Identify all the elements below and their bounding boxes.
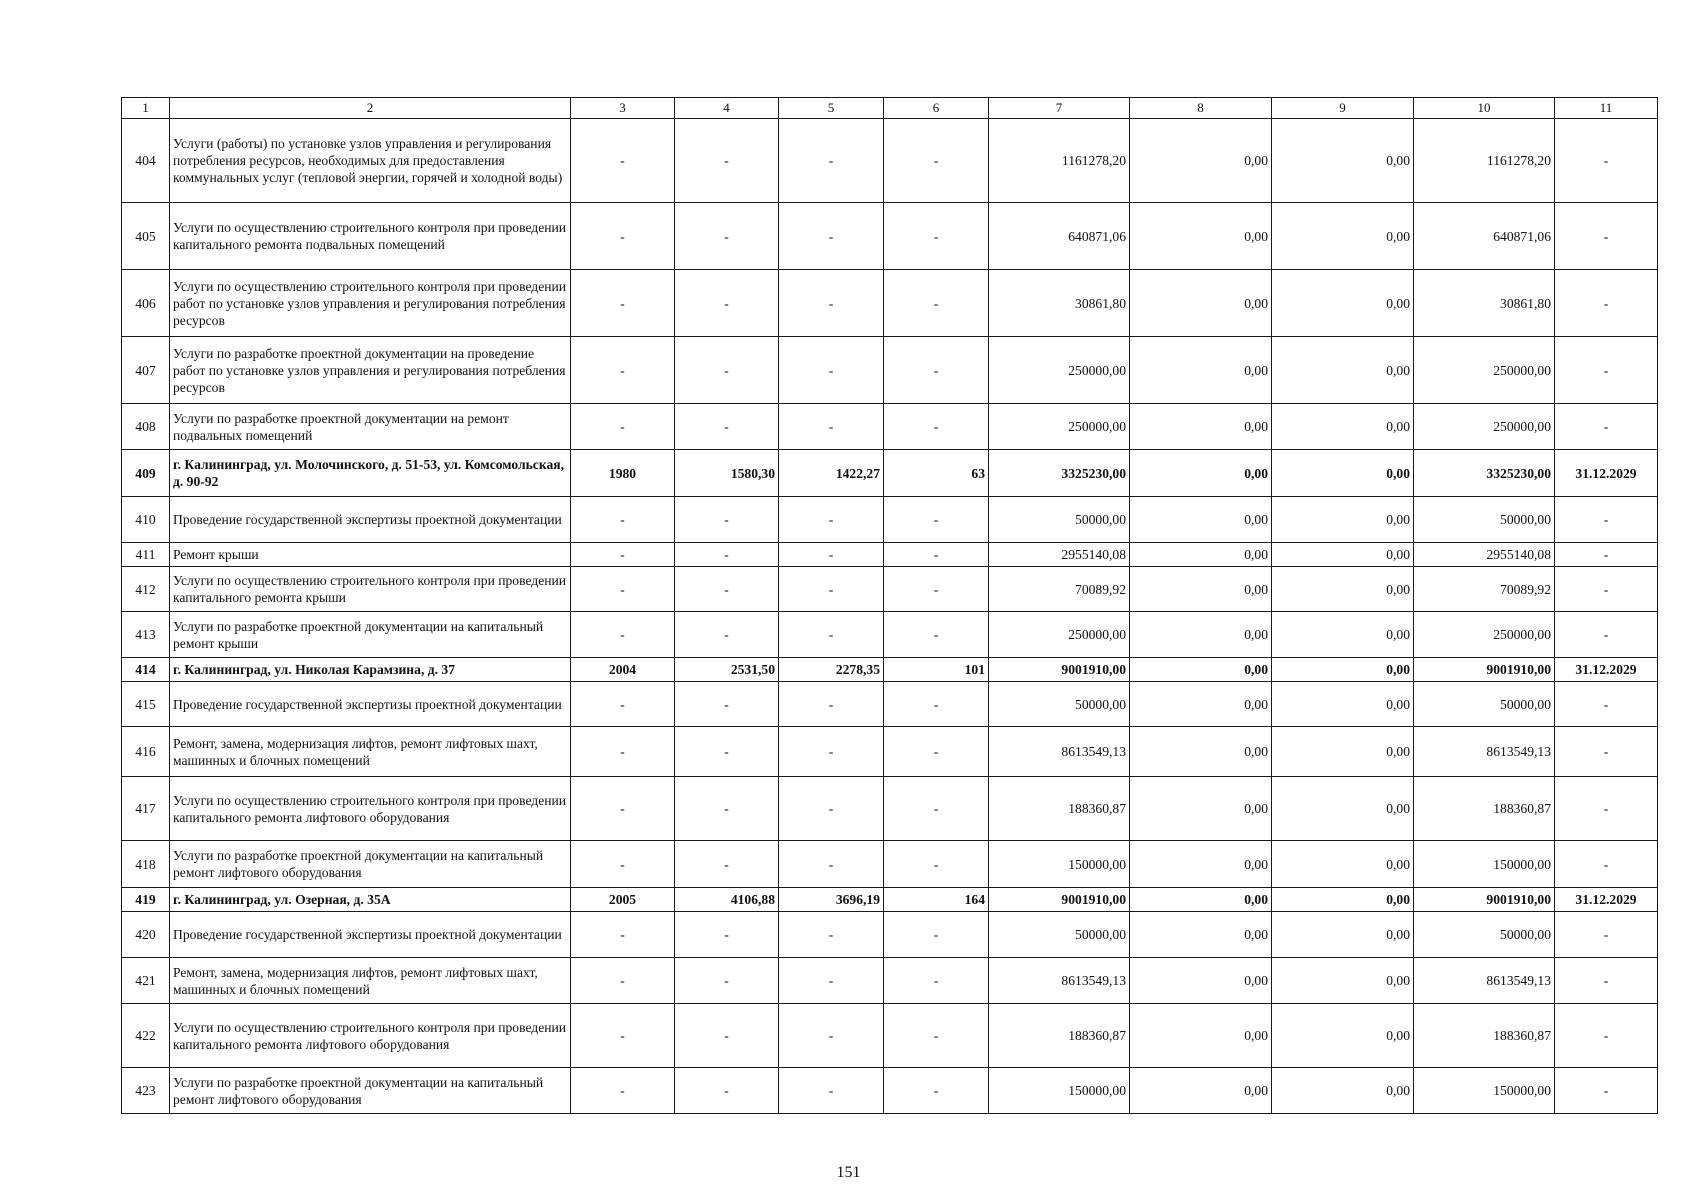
cell-col-6: - bbox=[884, 727, 989, 777]
address-row bbox=[122, 888, 1658, 912]
cell-col-4: - bbox=[675, 958, 779, 1004]
cell-col-5: - bbox=[779, 404, 884, 450]
cell-col-7: 250000,00 bbox=[989, 404, 1130, 450]
row-number: 417 bbox=[122, 777, 170, 841]
cell-col-4: - bbox=[675, 1004, 779, 1068]
work-description: г. Калининград, ул. Николая Карамзина, д. 37 bbox=[170, 658, 571, 682]
cell-col-3: - bbox=[571, 727, 675, 777]
cell-col-6: - bbox=[884, 841, 989, 888]
row-number: 409 bbox=[122, 450, 170, 497]
row-number: 416 bbox=[122, 727, 170, 777]
cell-col-4: - bbox=[675, 777, 779, 841]
work-description: Ремонт крыши bbox=[170, 543, 571, 567]
cell-col-11: - bbox=[1555, 612, 1658, 658]
cell-col-6: - bbox=[884, 497, 989, 543]
cell-col-8: 0,00 bbox=[1130, 543, 1272, 567]
cell-col-7: 8613549,13 bbox=[989, 958, 1130, 1004]
cell-col-6: - bbox=[884, 270, 989, 337]
column-number: 1 bbox=[122, 98, 170, 119]
cell-col-8: 0,00 bbox=[1130, 912, 1272, 958]
cell-col-11: - bbox=[1555, 203, 1658, 270]
cell-col-11: - bbox=[1555, 543, 1658, 567]
cell-col-3: - bbox=[571, 203, 675, 270]
cell-col-5: - bbox=[779, 841, 884, 888]
work-row bbox=[122, 497, 1658, 543]
cell-col-3: - bbox=[571, 497, 675, 543]
work-row bbox=[122, 682, 1658, 727]
work-description: Услуги по разработке проектной документации на ремонт подвальных помещений bbox=[170, 404, 571, 450]
cell-col-6: - bbox=[884, 337, 989, 404]
cell-col-9: 0,00 bbox=[1272, 841, 1414, 888]
cell-col-6: - bbox=[884, 203, 989, 270]
cell-col-10: 250000,00 bbox=[1414, 612, 1555, 658]
cell-col-9: 0,00 bbox=[1272, 543, 1414, 567]
cell-col-9: 0,00 bbox=[1272, 404, 1414, 450]
cell-col-8: 0,00 bbox=[1130, 270, 1272, 337]
cell-col-10: 9001910,00 bbox=[1414, 658, 1555, 682]
cell-col-7: 150000,00 bbox=[989, 1068, 1130, 1114]
row-number: 413 bbox=[122, 612, 170, 658]
cell-col-10: 50000,00 bbox=[1414, 497, 1555, 543]
column-number-row bbox=[122, 98, 1658, 119]
cell-col-8: 0,00 bbox=[1130, 497, 1272, 543]
cell-col-8: 0,00 bbox=[1130, 567, 1272, 612]
cell-col-6: 63 bbox=[884, 450, 989, 497]
row-number: 421 bbox=[122, 958, 170, 1004]
cell-col-3: - bbox=[571, 1068, 675, 1114]
address-row bbox=[122, 658, 1658, 682]
work-description: Услуги по осуществлению строительного контроля при проведении капитального ремонта лифтового оборудования bbox=[170, 1004, 571, 1068]
row-number: 412 bbox=[122, 567, 170, 612]
cell-col-7: 9001910,00 bbox=[989, 658, 1130, 682]
column-number: 9 bbox=[1272, 98, 1414, 119]
cell-col-9: 0,00 bbox=[1272, 727, 1414, 777]
cell-col-4: - bbox=[675, 203, 779, 270]
cell-col-6: - bbox=[884, 543, 989, 567]
cell-col-10: 250000,00 bbox=[1414, 404, 1555, 450]
cell-col-7: 50000,00 bbox=[989, 912, 1130, 958]
cell-col-7: 640871,06 bbox=[989, 203, 1130, 270]
work-description: Проведение государственной экспертизы проектной документации bbox=[170, 912, 571, 958]
cell-col-7: 188360,87 bbox=[989, 1004, 1130, 1068]
column-number: 2 bbox=[170, 98, 571, 119]
cell-col-9: 0,00 bbox=[1272, 888, 1414, 912]
work-description: Услуги (работы) по установке узлов управления и регулирования потребления ресурсов, необходимых для предоставления коммунальных услуг (тепловой энергии, горячей и холодной воды) bbox=[170, 119, 571, 203]
cell-col-10: 150000,00 bbox=[1414, 841, 1555, 888]
cell-col-5: - bbox=[779, 912, 884, 958]
cell-col-11: - bbox=[1555, 337, 1658, 404]
work-description: Услуги по осуществлению строительного контроля при проведении капитального ремонта подвальных помещений bbox=[170, 203, 571, 270]
cell-col-11: - bbox=[1555, 497, 1658, 543]
cell-col-6: - bbox=[884, 567, 989, 612]
cell-col-8: 0,00 bbox=[1130, 337, 1272, 404]
cell-col-10: 640871,06 bbox=[1414, 203, 1555, 270]
cell-col-3: - bbox=[571, 567, 675, 612]
cell-col-5: - bbox=[779, 567, 884, 612]
work-description: Услуги по осуществлению строительного контроля при проведении капитального ремонта крыши bbox=[170, 567, 571, 612]
cell-col-5: - bbox=[779, 1004, 884, 1068]
cell-col-5: 3696,19 bbox=[779, 888, 884, 912]
cell-col-10: 188360,87 bbox=[1414, 777, 1555, 841]
column-number: 11 bbox=[1555, 98, 1658, 119]
cell-col-3: - bbox=[571, 119, 675, 203]
cell-col-4: - bbox=[675, 682, 779, 727]
cell-col-9: 0,00 bbox=[1272, 1068, 1414, 1114]
work-description: Услуги по разработке проектной документации на капитальный ремонт лифтового оборудования bbox=[170, 1068, 571, 1114]
cell-col-6: - bbox=[884, 612, 989, 658]
cell-col-5: - bbox=[779, 612, 884, 658]
cell-col-7: 1161278,20 bbox=[989, 119, 1130, 203]
cell-col-5: - bbox=[779, 777, 884, 841]
row-number: 415 bbox=[122, 682, 170, 727]
column-number: 4 bbox=[675, 98, 779, 119]
cell-col-4: - bbox=[675, 841, 779, 888]
cell-col-9: 0,00 bbox=[1272, 567, 1414, 612]
cell-col-3: - bbox=[571, 612, 675, 658]
cell-col-5: 1422,27 bbox=[779, 450, 884, 497]
cell-col-5: - bbox=[779, 203, 884, 270]
cell-col-11: - bbox=[1555, 682, 1658, 727]
cell-col-4: - bbox=[675, 1068, 779, 1114]
cell-col-8: 0,00 bbox=[1130, 727, 1272, 777]
cell-col-4: - bbox=[675, 612, 779, 658]
work-row bbox=[122, 543, 1658, 567]
work-row bbox=[122, 1068, 1658, 1114]
cell-col-3: - bbox=[571, 912, 675, 958]
cell-col-11: - bbox=[1555, 404, 1658, 450]
cell-col-3: - bbox=[571, 337, 675, 404]
cell-col-10: 1161278,20 bbox=[1414, 119, 1555, 203]
cell-col-4: - bbox=[675, 337, 779, 404]
cell-col-9: 0,00 bbox=[1272, 497, 1414, 543]
cell-col-6: - bbox=[884, 912, 989, 958]
cell-col-9: 0,00 bbox=[1272, 119, 1414, 203]
cell-col-8: 0,00 bbox=[1130, 404, 1272, 450]
cell-col-3: - bbox=[571, 682, 675, 727]
cell-col-5: - bbox=[779, 727, 884, 777]
cell-col-4: - bbox=[675, 912, 779, 958]
cell-col-8: 0,00 bbox=[1130, 841, 1272, 888]
cell-col-4: - bbox=[675, 119, 779, 203]
cell-col-7: 9001910,00 bbox=[989, 888, 1130, 912]
cell-col-4: - bbox=[675, 404, 779, 450]
work-row bbox=[122, 119, 1658, 203]
cell-col-5: - bbox=[779, 119, 884, 203]
row-number: 420 bbox=[122, 912, 170, 958]
cell-col-3: - bbox=[571, 841, 675, 888]
cell-col-3: 1980 bbox=[571, 450, 675, 497]
cell-col-9: 0,00 bbox=[1272, 450, 1414, 497]
cell-col-11: - bbox=[1555, 567, 1658, 612]
row-number: 406 bbox=[122, 270, 170, 337]
work-row bbox=[122, 912, 1658, 958]
work-description: Ремонт, замена, модернизация лифтов, ремонт лифтовых шахт, машинных и блочных помещений bbox=[170, 727, 571, 777]
cell-col-5: 2278,35 bbox=[779, 658, 884, 682]
row-number: 419 bbox=[122, 888, 170, 912]
cell-col-11: - bbox=[1555, 958, 1658, 1004]
work-row bbox=[122, 337, 1658, 404]
cell-col-4: - bbox=[675, 567, 779, 612]
cell-col-8: 0,00 bbox=[1130, 203, 1272, 270]
work-description: Услуги по осуществлению строительного контроля при проведении работ по установке узлов управления и регулирования потребления ресурсов bbox=[170, 270, 571, 337]
cell-col-8: 0,00 bbox=[1130, 1004, 1272, 1068]
cell-col-8: 0,00 bbox=[1130, 658, 1272, 682]
row-number: 414 bbox=[122, 658, 170, 682]
cell-col-4: - bbox=[675, 543, 779, 567]
cell-col-10: 70089,92 bbox=[1414, 567, 1555, 612]
cell-col-7: 50000,00 bbox=[989, 682, 1130, 727]
page-number: 151 bbox=[836, 1164, 861, 1181]
work-row bbox=[122, 841, 1658, 888]
cell-col-4: 1580,30 bbox=[675, 450, 779, 497]
column-number: 3 bbox=[571, 98, 675, 119]
cell-col-6: - bbox=[884, 1004, 989, 1068]
row-number: 408 bbox=[122, 404, 170, 450]
work-row bbox=[122, 777, 1658, 841]
cell-col-9: 0,00 bbox=[1272, 958, 1414, 1004]
row-number: 423 bbox=[122, 1068, 170, 1114]
cell-col-11: 31.12.2029 bbox=[1555, 888, 1658, 912]
cell-col-8: 0,00 bbox=[1130, 777, 1272, 841]
cell-col-6: 164 bbox=[884, 888, 989, 912]
cell-col-11: - bbox=[1555, 912, 1658, 958]
cell-col-9: 0,00 bbox=[1272, 1004, 1414, 1068]
cell-col-4: - bbox=[675, 270, 779, 337]
cell-col-10: 50000,00 bbox=[1414, 912, 1555, 958]
work-description: г. Калининград, ул. Молочинского, д. 51-53, ул. Комсомольская, д. 90-92 bbox=[170, 450, 571, 497]
cell-col-11: - bbox=[1555, 270, 1658, 337]
cell-col-4: 2531,50 bbox=[675, 658, 779, 682]
cell-col-6: - bbox=[884, 682, 989, 727]
cell-col-7: 250000,00 bbox=[989, 612, 1130, 658]
work-row bbox=[122, 958, 1658, 1004]
cell-col-5: - bbox=[779, 337, 884, 404]
cell-col-11: 31.12.2029 bbox=[1555, 658, 1658, 682]
column-number: 5 bbox=[779, 98, 884, 119]
cell-col-11: - bbox=[1555, 1004, 1658, 1068]
cell-col-3: 2004 bbox=[571, 658, 675, 682]
row-number: 405 bbox=[122, 203, 170, 270]
cell-col-9: 0,00 bbox=[1272, 337, 1414, 404]
cell-col-9: 0,00 bbox=[1272, 203, 1414, 270]
column-number: 7 bbox=[989, 98, 1130, 119]
cell-col-4: 4106,88 bbox=[675, 888, 779, 912]
cell-col-9: 0,00 bbox=[1272, 682, 1414, 727]
cell-col-9: 0,00 bbox=[1272, 270, 1414, 337]
work-description: Услуги по разработке проектной документации на проведение работ по установке узлов управления и регулирования потребления ресурсов bbox=[170, 337, 571, 404]
cell-col-3: - bbox=[571, 958, 675, 1004]
address-row bbox=[122, 450, 1658, 497]
cell-col-6: - bbox=[884, 958, 989, 1004]
cell-col-4: - bbox=[675, 727, 779, 777]
cell-col-11: - bbox=[1555, 727, 1658, 777]
cell-col-7: 2955140,08 bbox=[989, 543, 1130, 567]
row-number: 418 bbox=[122, 841, 170, 888]
cell-col-10: 30861,80 bbox=[1414, 270, 1555, 337]
cell-col-3: - bbox=[571, 777, 675, 841]
cell-col-10: 188360,87 bbox=[1414, 1004, 1555, 1068]
cell-col-10: 250000,00 bbox=[1414, 337, 1555, 404]
cell-col-10: 3325230,00 bbox=[1414, 450, 1555, 497]
cell-col-7: 8613549,13 bbox=[989, 727, 1130, 777]
cell-col-9: 0,00 bbox=[1272, 912, 1414, 958]
cell-col-7: 150000,00 bbox=[989, 841, 1130, 888]
cell-col-9: 0,00 bbox=[1272, 612, 1414, 658]
cell-col-8: 0,00 bbox=[1130, 612, 1272, 658]
work-row bbox=[122, 567, 1658, 612]
work-description: Услуги по разработке проектной документации на капитальный ремонт лифтового оборудования bbox=[170, 841, 571, 888]
cell-col-6: - bbox=[884, 404, 989, 450]
work-description: Проведение государственной экспертизы проектной документации bbox=[170, 497, 571, 543]
row-number: 422 bbox=[122, 1004, 170, 1068]
cell-col-8: 0,00 bbox=[1130, 450, 1272, 497]
cell-col-10: 8613549,13 bbox=[1414, 958, 1555, 1004]
cell-col-11: - bbox=[1555, 1068, 1658, 1114]
cell-col-3: - bbox=[571, 270, 675, 337]
cell-col-8: 0,00 bbox=[1130, 119, 1272, 203]
work-description: г. Калининград, ул. Озерная, д. 35А bbox=[170, 888, 571, 912]
cell-col-8: 0,00 bbox=[1130, 888, 1272, 912]
cell-col-7: 50000,00 bbox=[989, 497, 1130, 543]
work-row bbox=[122, 1004, 1658, 1068]
cell-col-9: 0,00 bbox=[1272, 777, 1414, 841]
cell-col-5: - bbox=[779, 543, 884, 567]
cell-col-4: - bbox=[675, 497, 779, 543]
cell-col-6: 101 bbox=[884, 658, 989, 682]
cell-col-6: - bbox=[884, 777, 989, 841]
cell-col-8: 0,00 bbox=[1130, 1068, 1272, 1114]
work-description: Ремонт, замена, модернизация лифтов, ремонт лифтовых шахт, машинных и блочных помещений bbox=[170, 958, 571, 1004]
cell-col-11: 31.12.2029 bbox=[1555, 450, 1658, 497]
cell-col-7: 250000,00 bbox=[989, 337, 1130, 404]
cell-col-11: - bbox=[1555, 119, 1658, 203]
cell-col-10: 8613549,13 bbox=[1414, 727, 1555, 777]
work-row bbox=[122, 270, 1658, 337]
cell-col-11: - bbox=[1555, 777, 1658, 841]
cell-col-8: 0,00 bbox=[1130, 958, 1272, 1004]
cell-col-10: 2955140,08 bbox=[1414, 543, 1555, 567]
cell-col-7: 3325230,00 bbox=[989, 450, 1130, 497]
capital-repair-table bbox=[121, 97, 1658, 1114]
cell-col-5: - bbox=[779, 682, 884, 727]
cell-col-5: - bbox=[779, 270, 884, 337]
work-description: Проведение государственной экспертизы проектной документации bbox=[170, 682, 571, 727]
cell-col-11: - bbox=[1555, 841, 1658, 888]
cell-col-7: 70089,92 bbox=[989, 567, 1130, 612]
row-number: 407 bbox=[122, 337, 170, 404]
cell-col-3: - bbox=[571, 543, 675, 567]
cell-col-3: 2005 bbox=[571, 888, 675, 912]
column-number: 8 bbox=[1130, 98, 1272, 119]
work-row bbox=[122, 404, 1658, 450]
work-description: Услуги по осуществлению строительного контроля при проведении капитального ремонта лифтового оборудования bbox=[170, 777, 571, 841]
cell-col-6: - bbox=[884, 119, 989, 203]
cell-col-5: - bbox=[779, 958, 884, 1004]
column-number: 6 bbox=[884, 98, 989, 119]
cell-col-5: - bbox=[779, 497, 884, 543]
column-number: 10 bbox=[1414, 98, 1555, 119]
row-number: 404 bbox=[122, 119, 170, 203]
cell-col-7: 30861,80 bbox=[989, 270, 1130, 337]
row-number: 410 bbox=[122, 497, 170, 543]
cell-col-9: 0,00 bbox=[1272, 658, 1414, 682]
cell-col-10: 150000,00 bbox=[1414, 1068, 1555, 1114]
work-row bbox=[122, 612, 1658, 658]
cell-col-10: 50000,00 bbox=[1414, 682, 1555, 727]
cell-col-8: 0,00 bbox=[1130, 682, 1272, 727]
work-row bbox=[122, 727, 1658, 777]
work-row bbox=[122, 203, 1658, 270]
cell-col-6: - bbox=[884, 1068, 989, 1114]
work-description: Услуги по разработке проектной документации на капитальный ремонт крыши bbox=[170, 612, 571, 658]
row-number: 411 bbox=[122, 543, 170, 567]
cell-col-3: - bbox=[571, 404, 675, 450]
cell-col-3: - bbox=[571, 1004, 675, 1068]
cell-col-10: 9001910,00 bbox=[1414, 888, 1555, 912]
cell-col-7: 188360,87 bbox=[989, 777, 1130, 841]
cell-col-5: - bbox=[779, 1068, 884, 1114]
